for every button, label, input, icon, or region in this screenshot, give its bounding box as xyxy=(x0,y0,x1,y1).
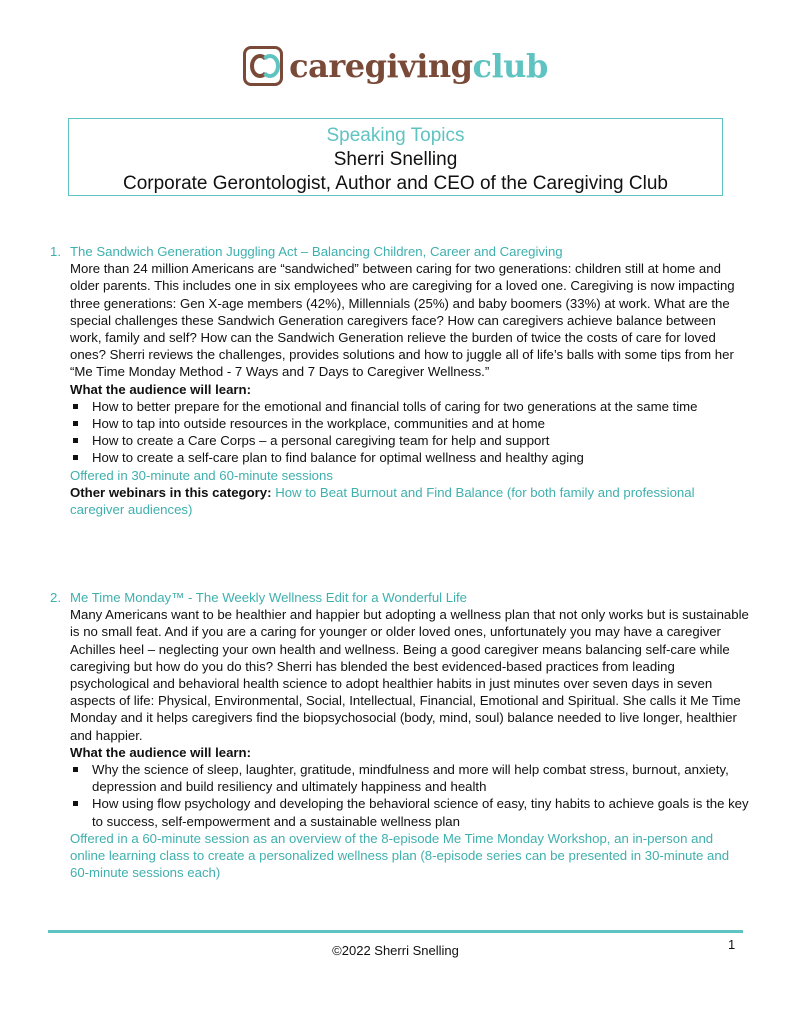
list-item: How to better prepare for the emotional and financial tolls of caring for two generations at the same time xyxy=(70,398,750,415)
page-number: 1 xyxy=(728,937,736,952)
footer-copyright: ©2022 Sherri Snelling xyxy=(332,943,459,958)
learn-list xyxy=(70,761,750,830)
other-webinars-label: Other webinars in this category: xyxy=(70,484,272,500)
topic-heading: The Sandwich Generation Juggling Act – Balancing Children, Career and Caregiving xyxy=(70,244,563,259)
learn-label: What the audience will learn: xyxy=(70,381,251,397)
list-item: How to create a Care Corps – a personal caregiving team for help and support xyxy=(70,432,750,449)
other-webinars xyxy=(70,484,750,518)
topic-number: 2. xyxy=(50,590,61,605)
topic-1 xyxy=(50,243,750,518)
session-info: Offered in 30-minute and 60-minute sessions xyxy=(70,467,333,483)
list-item: How using flow psychology and developing the behavioral science of easy, tiny habits to achieve goals is the key to success, self-empowerment and a sustainable wellness plan xyxy=(70,795,750,829)
list-item: How to tap into outside resources in the workplace, communities and at home xyxy=(70,415,750,432)
learn-label: What the audience will learn: xyxy=(70,744,251,760)
speaker-title: Corporate Gerontologist, Author and CEO of the Caregiving Club xyxy=(123,173,668,194)
topic-description: Many Americans want to be healthier and happier but adopting a wellness plan that not only works but is sustainable is no small feat. And if you are a caring for younger or older loved ones, unfortunately you may have a caregiver Achilles heel – neglecting your own health and wellness. Being a good caregiver means balancing self-care while caregiving but how do you do this? Sherri has blended the best evidenced-based practices from leading psychological and behavioral health science to adopt healthier habits in just minutes over seven days in seven aspects of life: Physical, Environmental, Social, Intellectual, Financial, Emotional and Spiritual. She calls it Me Time Monday and it helps caregivers find the biopsychosocial (body, mind, soul) balance needed to live longer, healthier and happier. xyxy=(70,607,749,743)
title-box xyxy=(68,118,723,196)
topic-description: More than 24 million Americans are “sandwiched” between caring for two generations: children still at home and older parents. This includes one in six employees who are caregiving for a loved one. Caregiving is now impacting three generations: Gen X-age members (42%), Millennials (25%) and baby boomers (33%) at work. What are the special challenges these Sandwich Generation caregivers face? How can caregivers achieve balance between work, family and self? How can the Sandwich Generation relieve the burden of twice the costs of care for loved ones? Sherri reviews the challenges, provides solutions and how to juggle all of life’s balls with some tips from her “Me Time Monday Method - 7 Ways and 7 Days to Caregiver Wellness.” xyxy=(70,261,735,380)
topic-number: 1. xyxy=(50,244,61,259)
logo-text-caregiving: caregiving xyxy=(289,47,473,85)
topic-heading: Me Time Monday™ - The Weekly Wellness Edit for a Wonderful Life xyxy=(70,590,468,605)
logo-text-club: club xyxy=(472,47,548,85)
session-info: Offered in a 60-minute session as an overview of the 8-episode Me Time Monday Workshop, an in-person and online learning class to create a personalized wellness plan (8-episode series can be presented in 30-minute and 60-minute sessions each) xyxy=(70,830,730,881)
page-title: Speaking Topics xyxy=(326,125,465,146)
speaker-name: Sherri Snelling xyxy=(333,149,458,170)
topic-2 xyxy=(50,589,750,881)
caregiving-club-logo xyxy=(0,46,791,90)
footer-divider xyxy=(48,930,743,933)
learn-list xyxy=(70,398,750,467)
cc-monogram-icon xyxy=(243,46,283,86)
list-item: Why the science of sleep, laughter, gratitude, mindfulness and more will help combat stress, burnout, anxiety, depression and build resiliency and ultimately happiness and health xyxy=(70,761,750,795)
other-webinars-value: How to Beat Burnout and Find Balance (for both family and professional caregiver audiences) xyxy=(70,484,695,518)
list-item: How to create a self-care plan to find balance for optimal wellness and healthy aging xyxy=(70,449,750,466)
